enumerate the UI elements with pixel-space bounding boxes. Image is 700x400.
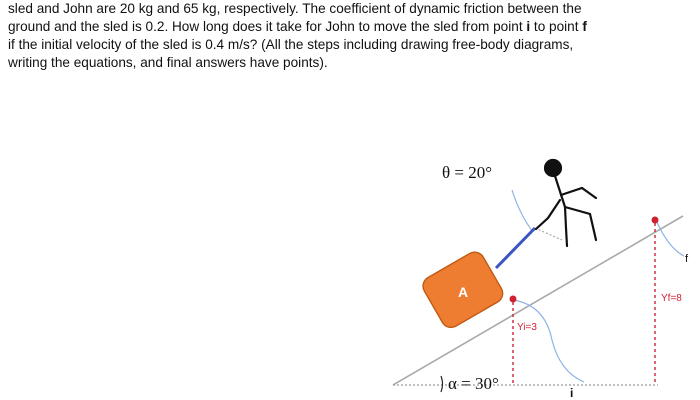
point-f-marker — [652, 217, 659, 224]
theta-callout — [512, 190, 533, 232]
point-i-marker — [510, 296, 517, 303]
john-stick-figure — [536, 160, 596, 246]
point-i-callout — [513, 300, 584, 382]
problem-line-1: sled and John are 20 kg and 65 kg, respectively. The coefficient of dynamic friction between the — [8, 1, 582, 16]
john-arm-front — [536, 200, 560, 229]
problem-line-4: writing the equations, and final answers have points). — [8, 55, 328, 70]
theta-label: θ = 20° — [442, 163, 493, 182]
yf-label: Yf=8 — [661, 293, 682, 304]
john-torso — [555, 176, 565, 207]
john-head — [545, 160, 561, 176]
john-leg-front — [565, 207, 567, 246]
john-arm-back — [561, 188, 596, 198]
john-leg-back — [565, 207, 596, 240]
problem-line-3: if the initial velocity of the sled is 0.4 m/s? (All the steps including drawing free-body diagrams, — [8, 37, 574, 52]
yi-label: Yi=3 — [517, 322, 537, 333]
point-f-label: f — [685, 253, 689, 265]
rope — [496, 228, 535, 268]
alpha-arc — [441, 376, 443, 392]
point-f-bold: f — [582, 19, 587, 34]
problem-line-2-text: ground and the sled is 0.2. How long does it take for John to move the sled from point — [8, 19, 527, 34]
problem-line-2-mid: to point — [530, 19, 583, 34]
alpha-label: α = 30° — [448, 374, 499, 393]
point-i-bold: i — [526, 19, 531, 34]
point-i-label: i — [570, 386, 574, 400]
rope-angle-guide — [535, 228, 562, 240]
sled-label: A — [458, 284, 469, 300]
